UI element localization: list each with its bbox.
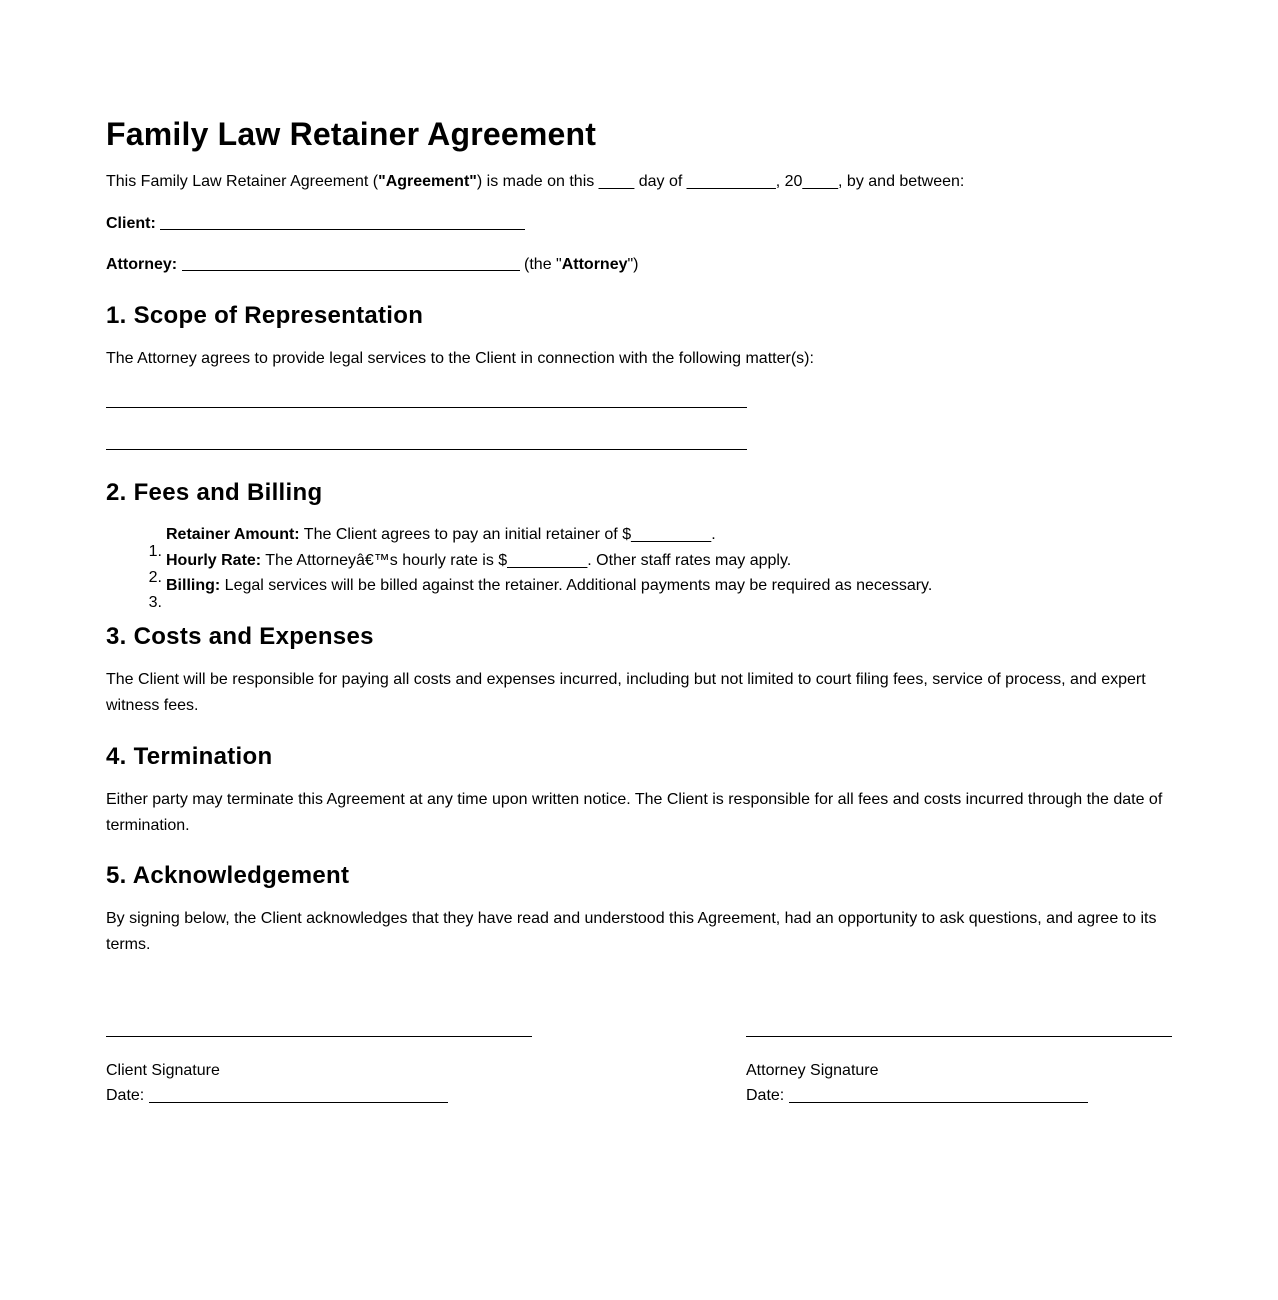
client-date-row <box>106 1083 532 1108</box>
list-number: 1. <box>148 543 162 560</box>
hourly-rate-text-after: . Other staff rates may apply. <box>587 551 792 569</box>
intro-paragraph <box>106 169 964 194</box>
attorney-date-field[interactable] <box>789 1086 1088 1103</box>
retainer-amount-label: Retainer Amount: <box>166 526 300 543</box>
attorney-signature-block <box>746 1036 1172 1108</box>
client-signature-label: Client Signature <box>106 1062 220 1079</box>
fees-list <box>106 522 933 611</box>
attorney-suffix-close: ") <box>627 256 639 273</box>
client-signature-line[interactable] <box>106 1036 532 1037</box>
client-field-label: Client: <box>106 215 156 232</box>
attorney-signature-line[interactable] <box>746 1036 1172 1037</box>
section-body-scope: The Attorney agrees to provide legal services to the Client in connection with the following matter(s): <box>106 350 814 367</box>
document-title: Family Law Retainer Agreement <box>106 116 597 152</box>
month-blank-field[interactable]: __________ <box>686 173 776 190</box>
section-body-costs: The Client will be responsible for paying all costs and expenses incurred, including but not limited to court filing fees, service of process, and expert witness fees. <box>106 671 1146 714</box>
client-date-label: Date: <box>106 1087 145 1104</box>
retainer-amount-text-after: . <box>711 526 716 543</box>
intro-prefix: This Family Law Retainer Agreement ( <box>106 173 379 190</box>
attorney-suffix-open: (the " <box>524 256 562 273</box>
attorney-name-field[interactable] <box>182 256 520 271</box>
intro-middle: ) is made on this <box>476 173 599 190</box>
retainer-amount-blank-field[interactable]: _________ <box>631 526 712 543</box>
client-name-field[interactable] <box>160 215 525 230</box>
fees-list-item-billing <box>148 573 933 611</box>
client-date-field[interactable] <box>149 1086 448 1103</box>
intro-suffix: , by and between: <box>838 173 965 190</box>
attorney-signature-label: Attorney Signature <box>746 1062 879 1079</box>
matter-blank-line-1[interactable] <box>106 407 747 408</box>
section-body-acknowledgement: By signing below, the Client acknowledges that they have read and understood this Agreement, had an opportunity to ask questions, and agree to its terms. <box>106 910 1157 953</box>
day-blank-field[interactable]: ____ <box>598 173 635 190</box>
matter-blank-line-2[interactable] <box>106 449 747 450</box>
client-signature-block <box>106 1036 532 1108</box>
billing-text: Legal services will be billed against the retainer. Additional payments may be required as necessary. <box>220 577 933 594</box>
attorney-date-label: Date: <box>746 1087 785 1104</box>
list-number: 3. <box>148 594 162 611</box>
year-blank-field[interactable]: ____ <box>802 173 839 190</box>
attorney-defined-term: Attorney <box>561 256 628 273</box>
attorney-date-row <box>746 1083 1172 1108</box>
section-heading-fees: 2. Fees and Billing <box>106 479 323 506</box>
intro-year-prefix: , 20 <box>775 173 803 190</box>
attorney-field-row <box>106 252 639 277</box>
section-heading-costs: 3. Costs and Expenses <box>106 623 374 650</box>
hourly-rate-text: The Attorneyâ€™s hourly rate is $ <box>261 551 508 569</box>
hourly-rate-label: Hourly Rate: <box>166 551 262 569</box>
section-heading-scope: 1. Scope of Representation <box>106 302 424 329</box>
agreement-defined-term: "Agreement" <box>378 173 477 190</box>
section-body-termination: Either party may terminate this Agreement at any time upon written notice. The Client is responsible for all fees and costs incurred through the date of termination. <box>106 791 1163 834</box>
hourly-rate-blank-field[interactable]: _________ <box>507 551 588 569</box>
client-field-row <box>106 211 525 236</box>
billing-label: Billing: <box>166 577 221 594</box>
intro-day-of: day of <box>634 173 687 190</box>
attorney-field-label: Attorney: <box>106 256 178 273</box>
retainer-amount-text: The Client agrees to pay an initial retainer of $ <box>299 526 632 543</box>
list-number: 2. <box>148 568 162 586</box>
section-heading-termination: 4. Termination <box>106 743 273 770</box>
section-heading-acknowledgement: 5. Acknowledgement <box>106 862 350 889</box>
